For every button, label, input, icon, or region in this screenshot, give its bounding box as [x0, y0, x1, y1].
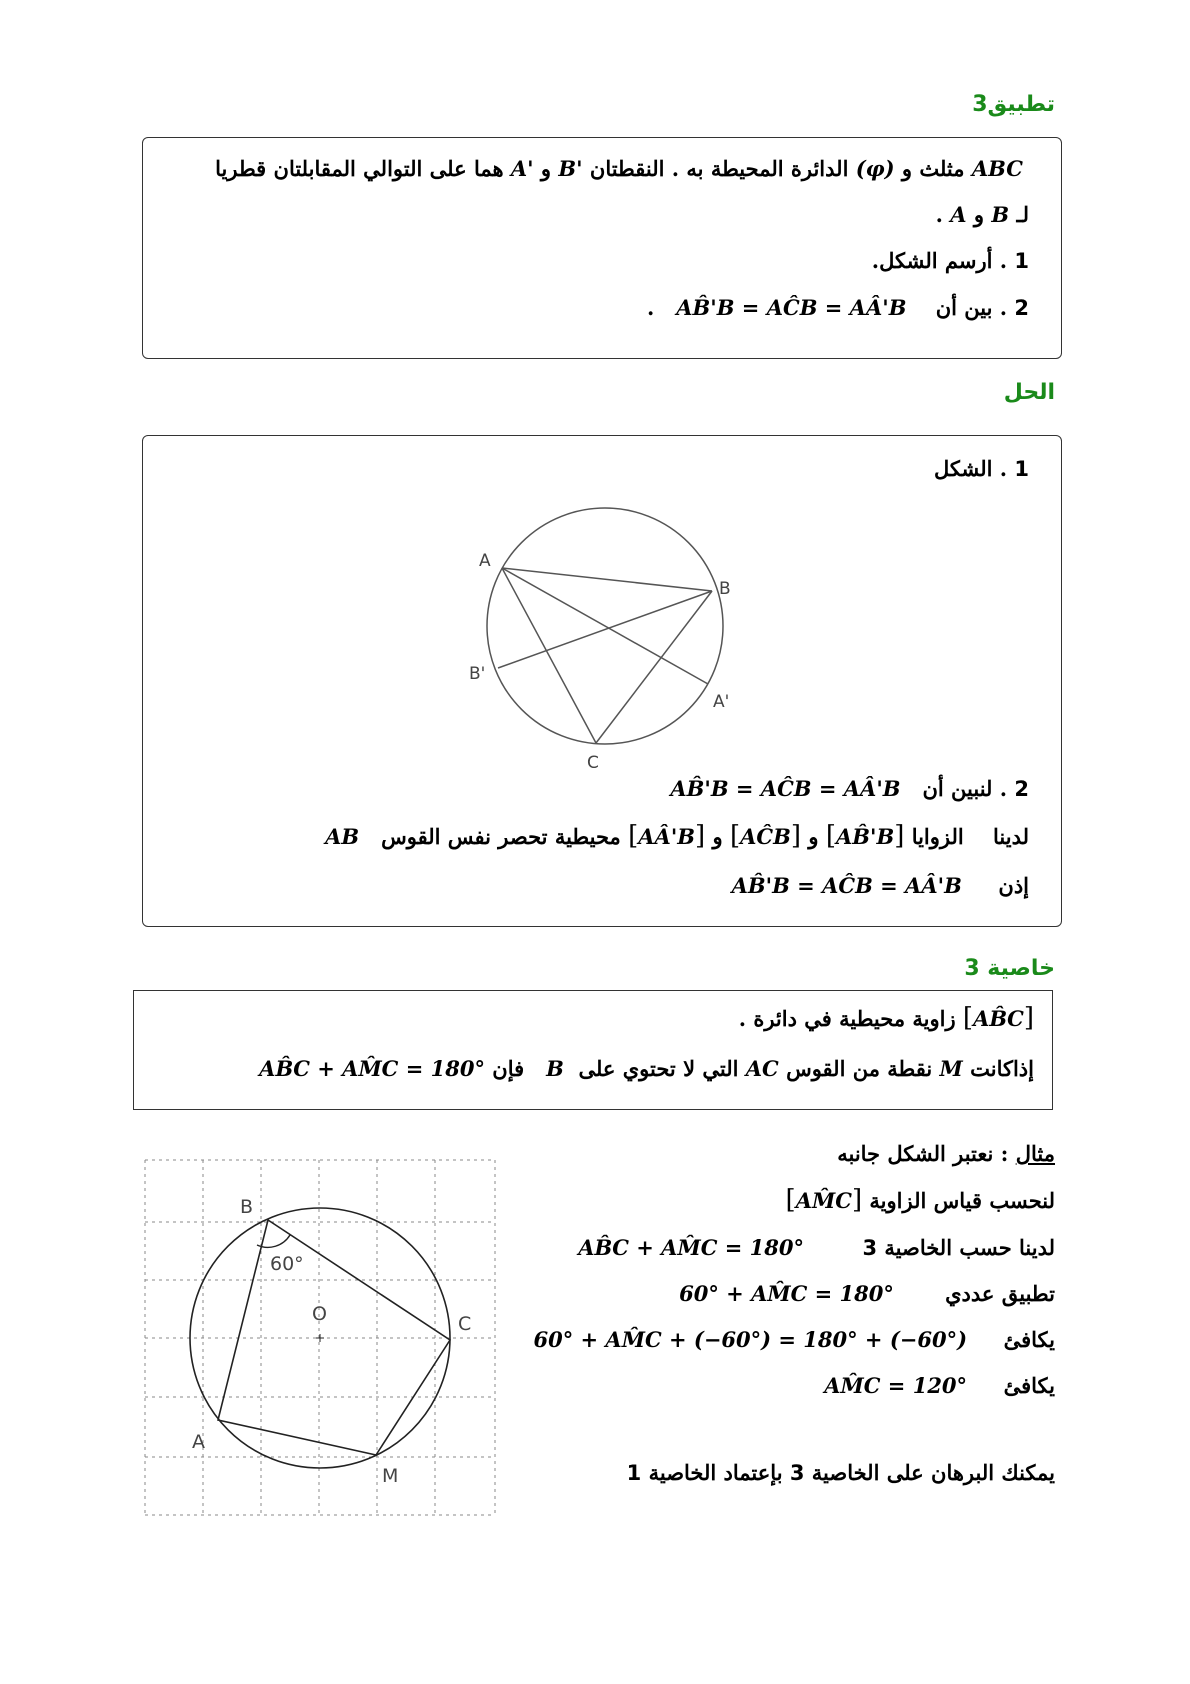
solution-line-3: لدينا الزوايا [AB̂'B] و [AĈB] و [AÂ'B] محيطية تحصر نفس القوس AB [325, 821, 1029, 851]
solution-line-4: إذن AB̂'B = AĈB = AÂ'B [731, 873, 1029, 898]
example-title: مثال : نعتبر الشكل جانبه [837, 1141, 1055, 1166]
example-line-2: لنحسب قياس الزاوية [AM̂C] [785, 1185, 1055, 1215]
example-line-7: يمكنك البرهان على الخاصية 3 بإعتماد الخاصية 1 [626, 1460, 1055, 1485]
label-bp: B' [469, 664, 486, 684]
example-line-5: يكافئ 60° + AM̂C + (−60°) = 180° + (−60°) [533, 1327, 1055, 1352]
property-heading: خاصية 3 [964, 956, 1055, 981]
exercise-box [142, 137, 1062, 359]
segment-bc [596, 591, 712, 743]
solution-step-2: 2 . لنبين أن AB̂'B = AĈB = AÂ'B [670, 776, 1029, 801]
ex-label-o: O [312, 1303, 327, 1325]
solution-heading: الحل [1003, 380, 1055, 405]
solution-box [142, 435, 1062, 927]
exercise-line-1: ABC مثلث و (φ) الدائرة المحيطة به . النقطتان B' و A' هما على التوالي المقابلتان قطريا [215, 156, 1023, 181]
exercise-question-1: 1 . أرسم الشكل. [871, 248, 1029, 273]
example-line-3: لدينا حسب الخاصية 3 AB̂C + AM̂C = 180° [578, 1235, 1055, 1260]
solution-step-1: 1 . الشكل [933, 456, 1029, 481]
property-box [133, 990, 1053, 1110]
label-b: B [719, 579, 731, 599]
example-figure [130, 1140, 500, 1520]
example-text [455, 1135, 1055, 1515]
ex-label-m: M [382, 1465, 399, 1487]
exercise-question-2: 2 . بين أن AB̂'B = AĈB = AÂ'B . [647, 295, 1029, 320]
segment-ab [502, 568, 712, 591]
property-line-2: إذاكانت M نقطة من القوس AC التي لا تحتوي على B فإن AB̂C + AM̂C = 180° [259, 1056, 1034, 1081]
segment-b-bp [498, 591, 712, 668]
ex-label-angle: 60° [270, 1253, 304, 1275]
circle-figure [453, 496, 753, 773]
example-line-4: تطبيق عددي 60° + AM̂C = 180° [679, 1281, 1055, 1306]
label-c: C [587, 753, 599, 773]
label-a: A [479, 551, 491, 571]
example-line-6: يكافئ AM̂C = 120° [824, 1373, 1055, 1398]
exercise-heading: تطبيق3 [972, 92, 1055, 117]
exercise-line-2: لـ B و A . [935, 202, 1029, 227]
ex-label-b: B [240, 1196, 254, 1218]
ex-label-a: A [192, 1431, 205, 1453]
property-line-1: [AB̂C] زاوية محيطية في دائرة . [738, 1003, 1034, 1033]
label-ap: A' [713, 692, 730, 712]
ex-label-c: C [458, 1313, 472, 1335]
